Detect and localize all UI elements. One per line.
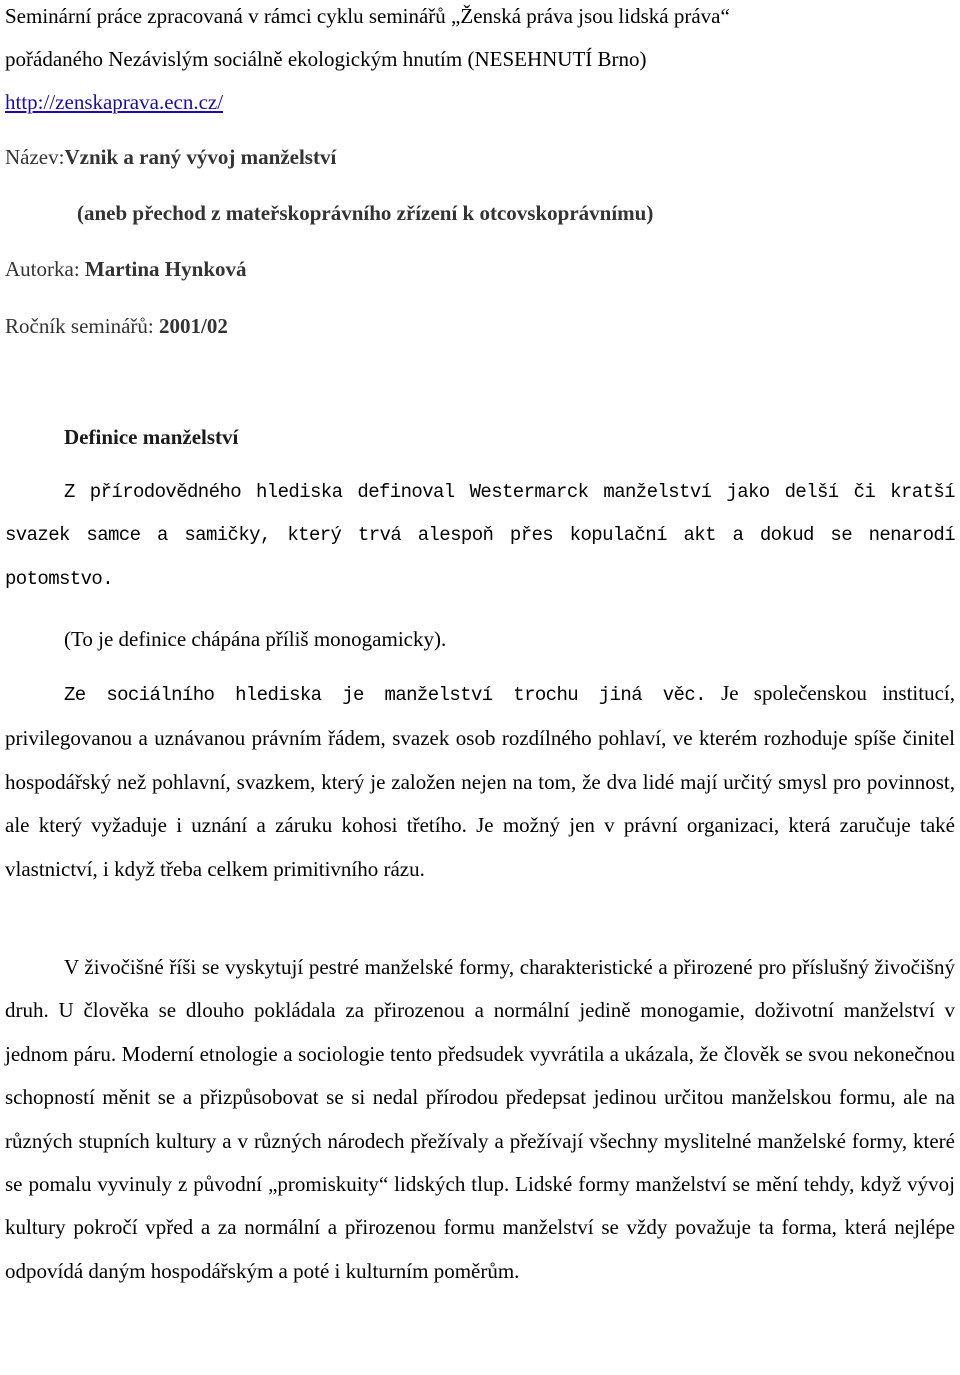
paragraph-animal-kingdom: V živočišné říši se vyskytují pestré manželské formy, charakteristické a přirozené pro příslušný živočišný druh. U člověka se dlouho pokládala za přirozenou a normální jedině monogamie, doživotní manželství v jednom páru. Moderní etnologie a sociologie tento předsudek vyvrátila a ukázala, že člověk se svou nekonečnou schopností měnit se a přizpůsobovat se si nedal přírodou předepsat jedinou určitou manželskou formu, ale na různých stupních kultury a v různých národech přežívaly a přežívají všechny myslitelné manželské formy, které se pomalu vyvinuly z původní „promiskuity“ lidských tlup. Lidské formy manželství se mění tehdy, když vývoj kultury pokročí vpřed a za normální a přirozenou formu manželství se vždy považuje ta forma, která nejlépe odpovídá daným hospodářským a poté i kulturním poměrům.	[5, 955, 955, 1283]
header-line-1: Seminární práce zpracovaná v rámci cyklu seminářů „Ženská práva jsou lidská práva“	[5, 4, 730, 28]
title-label: Název:	[5, 145, 65, 169]
header-line-2: pořádaného Nezávislým sociálně ekologickým hnutím (NESEHNUTÍ Brno)	[5, 47, 647, 71]
document-title: Vznik a raný vývoj manželství	[64, 145, 337, 169]
year-label: Ročník seminářů:	[5, 314, 154, 338]
paragraph-social-definition	[5, 672, 955, 891]
author-row	[5, 256, 247, 282]
seminar-year: 2001/02	[158, 314, 228, 338]
paragraph-social-body: Je společenskou institucí, privilegovanou a uznávanou právním řádem, svazek osob rozdílného pohlaví, ve kterém rozhoduje spíše činitel hospodářský než pohlavní, svazkem, který je založen nejen na tom, že dva lidé mají určitý smysl pro povinnost, ale který vyžaduje i uznání a záruku kohosi třetího. Je možný jen v právní organizaci, která zaručuje také vlastnictví, i když třeba celkem primitivního rázu.	[5, 681, 955, 881]
paragraph-monogamy-note: (To je definice chápána příliš monogamicky).	[64, 627, 447, 651]
paragraph-natural-science-definition: Z přírodovědného hlediska definoval Westermarck manželství jako delší či kratší svazek samce a samičky, který trvá alespoň přes kopulační akt a dokud se nenarodí potomstvo.	[5, 481, 955, 590]
header-url-line	[5, 89, 223, 115]
document-subtitle: (aneb přechod z mateřskoprávního zřízení k otcovskoprávnímu)	[77, 201, 654, 225]
source-url-link[interactable]: http://zenskaprava.ecn.cz/	[5, 90, 224, 114]
author-label: Autorka:	[5, 257, 80, 281]
year-row	[5, 313, 228, 339]
title-row	[5, 144, 336, 170]
author-name: Martina Hynková	[84, 257, 247, 281]
paragraph-social-lead: Ze sociálního hlediska je manželství trochu jiná věc.	[64, 684, 706, 706]
section-heading: Definice manželství	[64, 425, 239, 449]
